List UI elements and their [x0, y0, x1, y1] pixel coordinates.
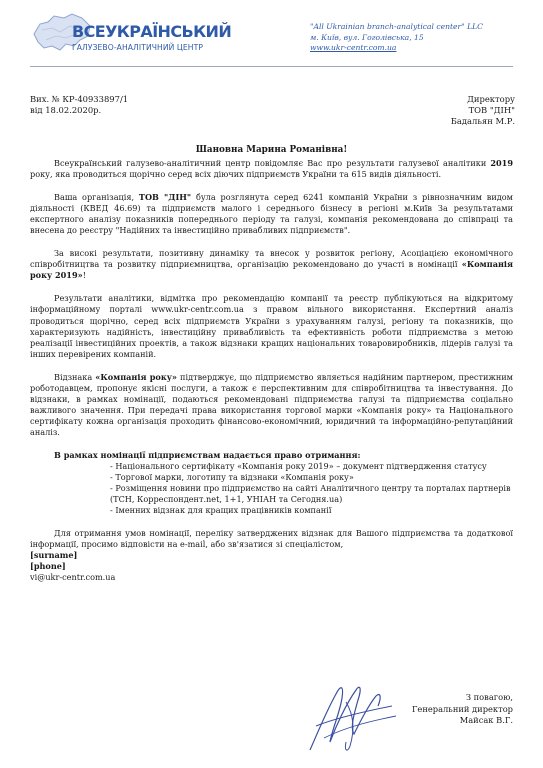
contact-phone: [phone] — [30, 561, 66, 572]
letter-body — [30, 158, 513, 584]
contact-email[interactable]: vi@ukr-centr.com.ua — [30, 572, 116, 583]
outgoing-reference — [30, 94, 128, 116]
award-name: «Компанія року» — [95, 371, 177, 382]
org-contact-block — [310, 22, 483, 54]
recipient-company: ТОВ "ДІН" — [468, 105, 515, 115]
nomination-name: «Компанія року 2019» — [30, 259, 513, 281]
paragraph-3: За високі результати, позитивну динаміку та внесок у розвиток регіону, Асоціацією економічного співробітництва та розвитку підприємництва, організацію рекомендовано до участі в номінації «Компанія року 2019»! — [30, 248, 513, 281]
rights-list — [110, 461, 513, 516]
recipient-block — [451, 94, 515, 127]
list-item: - Розміщення новини про підприємство на сайті Аналітичного центру та порталах партнерів — [110, 483, 511, 494]
contact-name: [surname] — [30, 550, 78, 561]
paragraph-4: Результати аналітики, відмітка про рекомендацію компанії та реєстр публікуються на відкритому інформаційному порталі www.ukr-centr.com.ua з правом вільного використання. Експертний аналіз проводиться щорічно, серед всіх підприємств України з урахуванням галузі, регіону та показників, що характеризують надійність, інвестиційну привабливість та ефективність роботи підприємства з метою реалізації інвестиційних проектів, а також відзнаки кращих національних товаровиробників, лідерів галузі та інших перевірених компаній. — [30, 293, 513, 359]
paragraph-2: Ваша організація, ТОВ "ДІН" була розглянута серед 6241 компаній України з рівнозначним видом діяльності (КВЕД 46.69) та підприємств малого і середнього бізнесу в регіоні м.Київ За результатами експертного аналізу показників попереднього періоду та галузі, компанія рекомендована до співпраці та внесена до реєстру "Надійних та інвестиційно привабливих підприємств". — [30, 192, 513, 236]
contact-block — [30, 550, 513, 583]
closing-block — [412, 692, 513, 727]
org-address: м. Київ, вул. Гоголівська, 15 — [310, 32, 424, 42]
greeting: Шановна Марина Романівна! — [195, 145, 348, 155]
closing-regards: З повагою, — [465, 692, 513, 702]
recipient-title: Директору — [467, 94, 515, 104]
director-signature — [296, 672, 406, 758]
closing-position: Генеральний директор — [411, 703, 513, 714]
recipient-name: Бадальян М.Р. — [450, 116, 515, 126]
list-item: - Торгової марки, логотипу та відзнаки «Компанія року» — [110, 472, 354, 483]
paragraph-1: Всеукраїнський галузево-аналітичний центр повідомляє Вас про результати галузевої аналітики 2019 року, яка проводиться щорічно серед всіх діючих підприємств України та 615 видів діяльності. — [30, 158, 513, 180]
paragraph-5: Відзнака «Компанія року» підтверджує, що підприємство являється надійним партнером, престижним роботодавцем, пропонує якісні послуги, а також є перспективним для співробітництва та інвестування. До відзнаки, в рамках номінації, подаються рекомендовані підприємства галузі та підприємства соціально важливого значення. При передачі права використання торгової марки «Компанія року» та Національного сертифікату кожна організація проходить фінансово-економічний, юридичний та інформаційно-репутаційний аналіз. — [30, 371, 513, 437]
logo-subtitle: ГАЛУЗЕВО-АНАЛІТИЧНИЙ ЦЕНТР — [72, 43, 204, 52]
logo-title: ВСЕУКРАЇНСЬКИЙ — [72, 22, 232, 41]
header-divider — [30, 66, 513, 67]
org-website-link[interactable]: www.ukr-centr.com.ua — [310, 43, 397, 52]
company-name: ТОВ "ДІН" — [138, 192, 192, 203]
outgoing-date: від 18.02.2020р. — [30, 105, 102, 115]
org-name: "All Ukrainian branch-analytical center" LLC — [310, 22, 483, 31]
list-item: - Національного сертифікату «Компанія року 2019» – документ підтвердження статусу — [110, 461, 487, 472]
analytics-year: 2019 — [490, 158, 513, 168]
rights-title: В рамках номінації підприємствам надається право отримання: — [54, 449, 361, 460]
company-logo — [30, 10, 230, 62]
list-item: - Іменних відзнак для кращих працівників компанії — [110, 505, 332, 516]
outgoing-number: Вих. № КР-40933897/1 — [30, 94, 129, 104]
closing-name: Майсак В.Г. — [459, 715, 513, 725]
list-item: (ТСН, Корреспондент.net, 1+1, УНІАН та Сегодня.ua) — [110, 494, 343, 505]
paragraph-6: Для отримання умов номінації, переліку затверджених відзнак для Вашого підприємства та додаткової інформації, просимо відповісти на e-mail, або зв'язатися зі спеціалістом, — [30, 528, 513, 550]
